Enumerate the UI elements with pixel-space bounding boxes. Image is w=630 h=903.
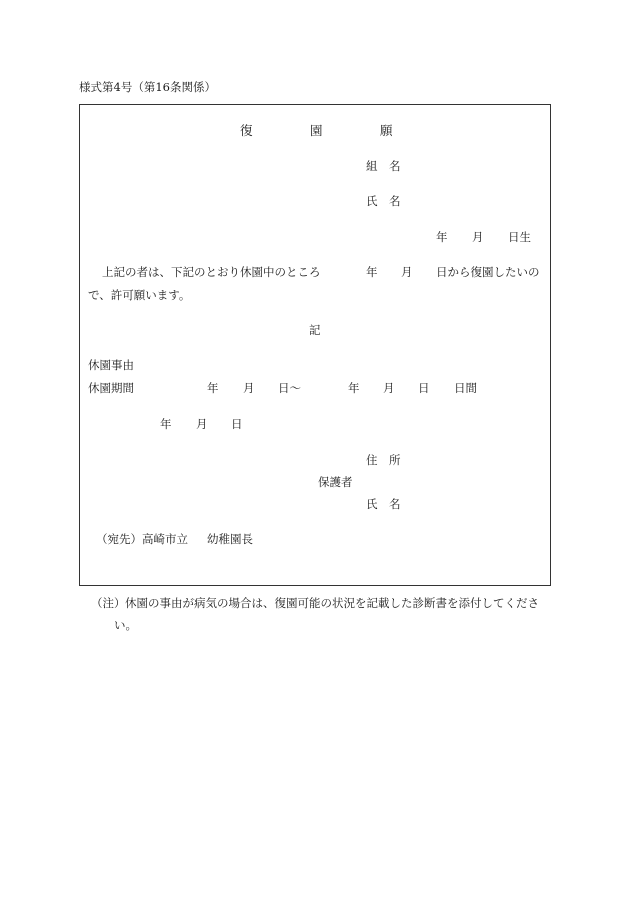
title-char-en: 園 [310, 123, 323, 138]
form-box [79, 104, 551, 586]
reason-label: 休園事由 [88, 358, 134, 372]
note-marker: （注） [91, 596, 126, 610]
class-name-label: 組 名 [366, 159, 401, 173]
request-text: 上記の者は、下記のとおり休園中のところ [102, 265, 321, 279]
period-end-day: 日 [418, 381, 430, 395]
date-month: 月 [196, 417, 208, 431]
period-label: 休園期間 [88, 381, 134, 395]
title-char-fuku: 復 [240, 123, 253, 138]
date-day: 日 [231, 417, 243, 431]
period-end-year: 年 [348, 381, 360, 395]
birth-day-label: 日生 [508, 230, 531, 244]
date-year: 年 [160, 417, 172, 431]
period-end-month: 月 [383, 381, 395, 395]
note-line1: 休園の事由が病気の場合は、復園可能の状況を記載した診断書を添付してくださ [125, 596, 539, 610]
request-month-label: 月 [401, 265, 413, 279]
guardian-name-label: 氏 名 [366, 497, 401, 511]
request-year-label: 年 [366, 265, 378, 279]
guardian-title: 保護者 [318, 475, 353, 489]
request-tail: 日から復園したいの [436, 265, 540, 279]
period-start-day: 日～ [278, 381, 301, 395]
period-start-month: 月 [243, 381, 255, 395]
addressee-prefix: （宛先）高崎市立 [96, 532, 188, 546]
birth-month-label: 月 [472, 230, 484, 244]
form-number: 様式第4号（第16条関係） [79, 80, 216, 94]
period-days: 日間 [454, 381, 477, 395]
guardian-address-label: 住 所 [366, 453, 401, 467]
birth-year-label: 年 [436, 230, 448, 244]
ki-heading: 記 [309, 323, 321, 337]
addressee-suffix: 幼稚園長 [207, 532, 253, 546]
note-line2: い。 [114, 618, 137, 632]
request-text-line2: で、許可願います。 [88, 288, 191, 302]
period-start-year: 年 [207, 381, 219, 395]
title-char-negai: 願 [380, 123, 393, 138]
child-name-label: 氏 名 [366, 194, 401, 208]
